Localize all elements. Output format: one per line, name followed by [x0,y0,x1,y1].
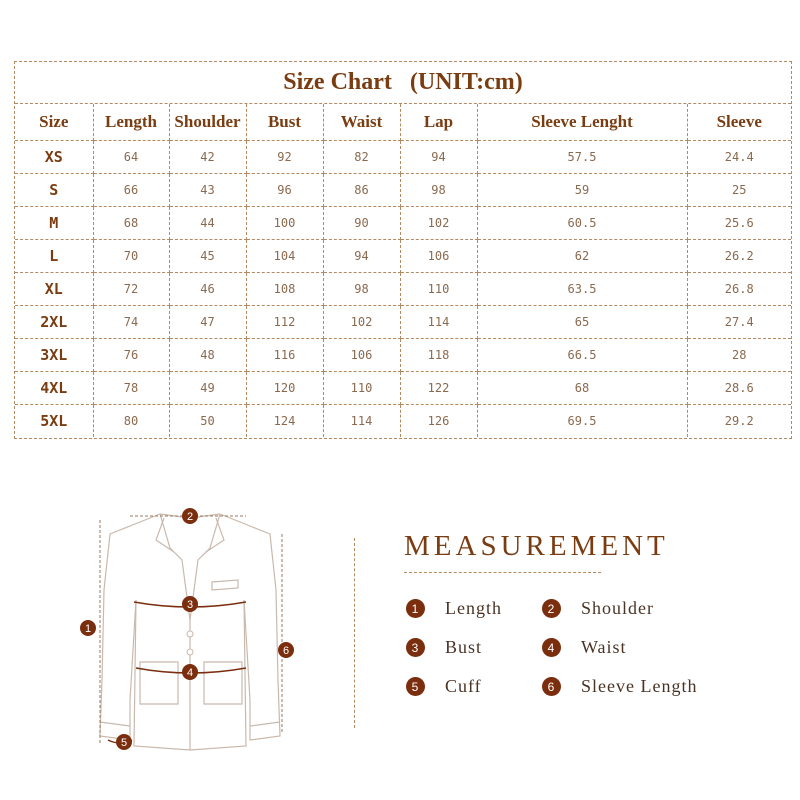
table-row [15,207,791,240]
marker-4: 4 [186,667,194,679]
table-cell: 106 [400,240,477,273]
header-sleeve: Sleeve [687,104,791,141]
legend-item-shoulder [542,598,654,619]
measurement-underline [404,572,601,573]
table-cell: 25.6 [687,207,791,240]
legend-number: 3 [406,638,425,657]
header-bust: Bust [246,104,323,141]
table-row [15,240,791,273]
header-lap: Lap [400,104,477,141]
table-cell: 27.4 [687,306,791,339]
table-cell: 64 [93,141,169,174]
table-cell: 104 [246,240,323,273]
legend-number: 6 [542,677,561,696]
table-cell: 96 [246,174,323,207]
header-shoulder: Shoulder [169,104,246,141]
table-cell: 114 [323,405,400,438]
size-label: XS [15,141,93,174]
size-label: M [15,207,93,240]
table-cell: 82 [323,141,400,174]
header-sleeve-lenght: Sleeve Lenght [477,104,687,141]
table-cell: 120 [246,372,323,405]
table-cell: 69.5 [477,405,687,438]
legend-number: 4 [542,638,561,657]
table-cell: 94 [400,141,477,174]
table-cell: 50 [169,405,246,438]
legend-item-waist [542,637,627,658]
header-length: Length [93,104,169,141]
size-label: 4XL [15,372,93,405]
table-cell: 26.8 [687,273,791,306]
legend-number: 1 [406,599,425,618]
marker-2: 2 [186,511,194,523]
header-size: Size [15,104,93,141]
table-cell: 114 [400,306,477,339]
table-cell: 106 [323,339,400,372]
legend-label: Sleeve Length [581,676,698,696]
header-waist: Waist [323,104,400,141]
table-cell: 43 [169,174,246,207]
table-cell: 94 [323,240,400,273]
legend-item-bust [406,637,482,658]
table-cell: 65 [477,306,687,339]
table-cell: 108 [246,273,323,306]
table-cell: 98 [323,273,400,306]
table-cell: 29.2 [687,405,791,438]
table-cell: 80 [93,405,169,438]
table-cell: 28 [687,339,791,372]
legend-label: Bust [445,637,483,657]
table-cell: 28.6 [687,372,791,405]
size-label: 3XL [15,339,93,372]
chart-title: Size Chart (UNIT:cm) [15,62,791,104]
table-row [15,405,791,438]
table-cell: 63.5 [477,273,687,306]
table-row [15,174,791,207]
table-cell: 48 [169,339,246,372]
size-label: 2XL [15,306,93,339]
table-cell: 98 [400,174,477,207]
table-cell: 45 [169,240,246,273]
table-cell: 124 [246,405,323,438]
size-label: XL [15,273,93,306]
table-cell: 100 [246,207,323,240]
table-row [15,306,791,339]
table-cell: 68 [93,207,169,240]
table-cell: 44 [169,207,246,240]
size-table [15,104,791,437]
table-cell: 26.2 [687,240,791,273]
table-row [15,141,791,174]
table-cell: 122 [400,372,477,405]
table-cell: 66.5 [477,339,687,372]
jacket-figure [70,500,310,760]
table-cell: 102 [400,207,477,240]
table-cell: 68 [477,372,687,405]
legend-item-cuff [406,676,482,697]
table-row [15,372,791,405]
size-label: L [15,240,93,273]
legend-number: 2 [542,599,561,618]
jacket-illustration [70,500,310,760]
divider [354,538,355,728]
measurement-title: MEASUREMENT [404,530,669,562]
table-cell: 112 [246,306,323,339]
table-cell: 110 [400,273,477,306]
table-cell: 118 [400,339,477,372]
legend-label: Waist [581,637,627,657]
table-row [15,273,791,306]
marker-1: 1 [84,623,92,635]
table-cell: 42 [169,141,246,174]
legend-item-sleeve-length [542,676,697,697]
marker-5: 5 [120,737,128,749]
legend-item-length [406,598,502,619]
table-cell: 110 [323,372,400,405]
legend-label: Cuff [445,676,482,696]
size-label: S [15,174,93,207]
table-cell: 57.5 [477,141,687,174]
table-cell: 70 [93,240,169,273]
table-row [15,339,791,372]
table-cell: 86 [323,174,400,207]
header-row [15,104,791,141]
legend-number: 5 [406,677,425,696]
table-cell: 92 [246,141,323,174]
size-label: 5XL [15,405,93,438]
table-cell: 24.4 [687,141,791,174]
marker-6: 6 [282,645,290,657]
table-cell: 46 [169,273,246,306]
table-cell: 72 [93,273,169,306]
table-cell: 74 [93,306,169,339]
table-cell: 126 [400,405,477,438]
table-cell: 102 [323,306,400,339]
table-cell: 60.5 [477,207,687,240]
table-cell: 59 [477,174,687,207]
table-cell: 49 [169,372,246,405]
table-cell: 62 [477,240,687,273]
legend-label: Length [445,598,502,618]
table-cell: 116 [246,339,323,372]
table-cell: 66 [93,174,169,207]
size-chart [14,61,792,439]
table-cell: 90 [323,207,400,240]
legend-label: Shoulder [581,598,654,618]
table-cell: 25 [687,174,791,207]
table-cell: 47 [169,306,246,339]
table-cell: 76 [93,339,169,372]
table-cell: 78 [93,372,169,405]
marker-3: 3 [186,599,194,611]
